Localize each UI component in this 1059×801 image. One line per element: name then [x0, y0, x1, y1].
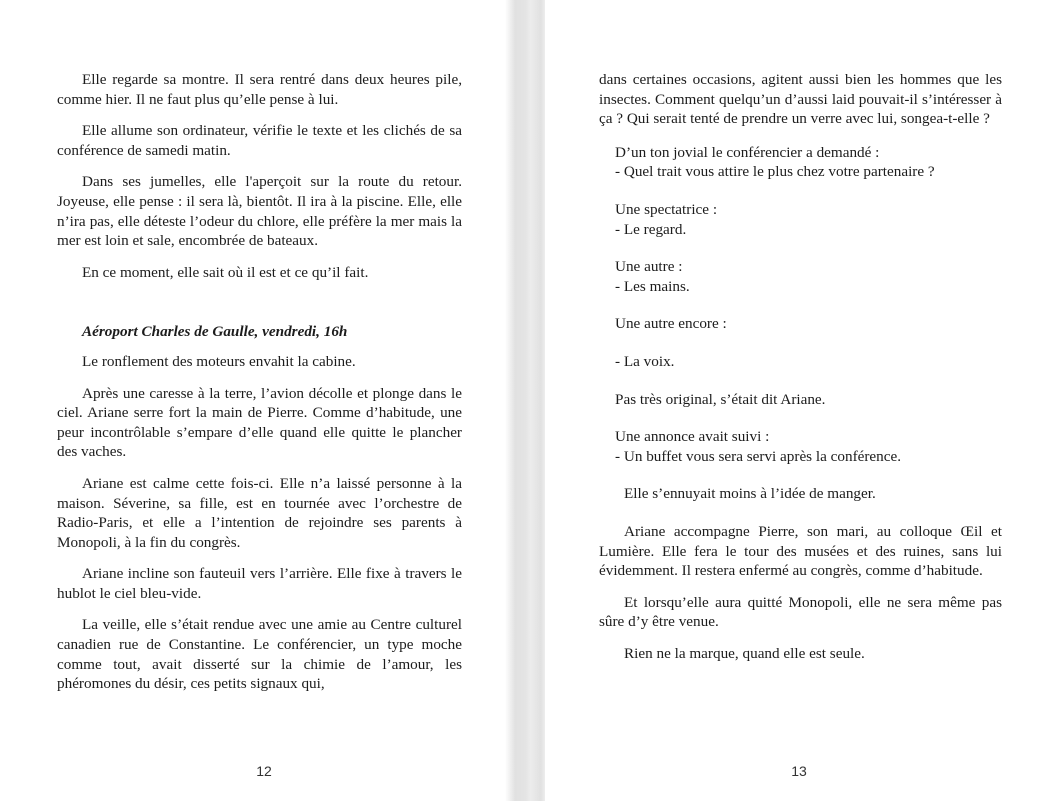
dialog-block: [599, 257, 1002, 296]
dialog-block: [599, 390, 1002, 410]
paragraph: La veille, elle s’était rendue avec une amie au Centre culturel canadien rue de Constantine. Le conférencier, un type moche comme tout, avait disserté sur la chimie de l’amour, les phéromones du désir, ces petits signaux qui,: [57, 616, 462, 693]
dialog-block: [599, 427, 1002, 466]
paragraph: dans certaines occasions, agitent aussi bien les hommes que les insectes. Comment quelqu’un d’aussi laid pouvait-il s’intéresser à ça ? Qui serait tenté de prendre un verre avec lui, songea-t-elle ?: [599, 71, 1002, 128]
left-page: [0, 0, 512, 801]
dialog-line: Une autre :: [615, 258, 683, 276]
paragraph: Elle regarde sa montre. Il sera rentré dans deux heures pile, comme hier. Il ne faut plus qu’elle pense à lui.: [57, 71, 462, 108]
dialog-line: Une autre encore :: [615, 315, 727, 333]
paragraph: Elle s’ennuyait moins à l’idée de manger.: [624, 485, 876, 503]
section-heading: Aéroport Charles de Gaulle, vendredi, 16h: [82, 323, 348, 341]
dialog-block: [599, 352, 1002, 372]
paragraph: Après une caresse à la terre, l’avion décolle et plonge dans le ciel. Ariane serre fort la main de Pierre. Comme d’habitude, une peur incontrôlable s’empare d’elle quand elle quitte le plancher des vaches.: [57, 384, 462, 461]
dialog-line: Pas très original, s’était dit Ariane.: [615, 390, 826, 408]
paragraph: Dans ses jumelles, elle l'aperçoit sur la route du retour. Joyeuse, elle pense : il sera là, bientôt. Il ira à la piscine. Elle, elle n’ira pas, elle déteste l’odeur du chlore, elle préfère la mer mais la mer est loin et sale, encombrée de bateaux.: [57, 173, 462, 250]
left-page-text: [57, 70, 462, 706]
dialog-line: - Quel trait vous attire le plus chez votre partenaire ?: [615, 163, 935, 181]
right-page: [545, 0, 1059, 801]
dialog-block: [599, 143, 1002, 182]
dialog-line: D’un ton jovial le conférencier a demandé :: [615, 143, 880, 161]
paragraph: Le ronflement des moteurs envahit la cabine.: [82, 352, 356, 370]
paragraph: Ariane incline son fauteuil vers l’arrière. Elle fixe à travers le hublot le ciel bleu-vide.: [57, 565, 462, 602]
dialog-line: Une annonce avait suivi :: [615, 428, 770, 446]
paragraph: Rien ne la marque, quand elle est seule.: [624, 644, 865, 662]
paragraph: Ariane accompagne Pierre, son mari, au colloque Œil et Lumière. Elle fera le tour des musées et des ruines, sans lui évidemment. Il restera enfermé au congrès, comme d’habitude.: [599, 522, 1002, 580]
dialog-line: - Le regard.: [615, 220, 687, 238]
dialog-line: - Les mains.: [615, 277, 690, 295]
page-number: 12: [256, 763, 272, 779]
dialog-block: [599, 200, 1002, 239]
paragraph: En ce moment, elle sait où il est et ce qu’il fait.: [82, 263, 369, 281]
paragraph: Et lorsqu’elle aura quitté Monopoli, elle ne sera même pas sûre d’y être venue.: [599, 593, 1002, 631]
right-page-text: [599, 70, 1002, 675]
paragraph: Ariane est calme cette fois-ci. Elle n’a laissé personne à la maison. Séverine, sa fille, est en tournée avec l’orchestre de Radio-Paris, et elle a l’intention de rejoindre ses parents à Monopoli, à la fin du congrès.: [57, 474, 462, 551]
dialog-block: [599, 314, 1002, 334]
dialog-line: - Un buffet vous sera servi après la conférence.: [615, 447, 902, 465]
page-number: 13: [791, 763, 807, 779]
dialog-line: Une spectatrice :: [615, 200, 718, 218]
paragraph: Elle allume son ordinateur, vérifie le texte et les clichés de sa conférence de samedi matin.: [57, 122, 462, 159]
dialog-line: - La voix.: [615, 352, 675, 370]
